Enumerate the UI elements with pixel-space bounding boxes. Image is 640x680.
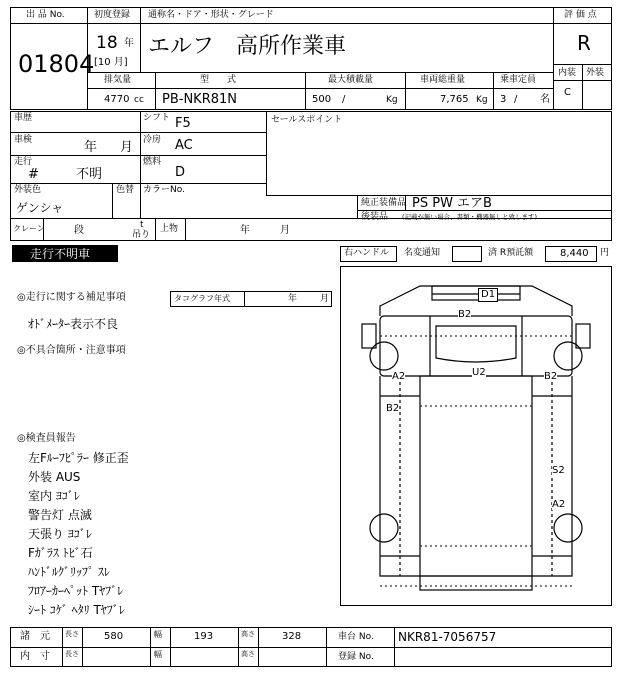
displacement-unit: cc xyxy=(134,95,144,105)
tacho-month: 月 xyxy=(320,294,330,304)
chassis-value: NKR81-7056757 xyxy=(398,630,497,644)
inspector-item: 外装 AUS xyxy=(28,470,81,484)
displacement-value: 4770 xyxy=(104,94,130,105)
inspection-month: 月 xyxy=(120,140,134,155)
capacity-unit: 名 xyxy=(540,94,550,105)
damage-mark: D1 xyxy=(478,288,498,302)
recycle-unit: 円 xyxy=(600,248,610,258)
supplement-title: ◎走行に関する補足事項 xyxy=(17,292,126,303)
car-name-label: 通称名・ドア・形状・グレード xyxy=(148,10,274,20)
first-reg-label: 初度登録 xyxy=(94,10,131,20)
reg-year-value: 18 xyxy=(96,33,118,53)
exterior-label: 外装 xyxy=(586,68,605,78)
max-load-slash: / xyxy=(342,94,346,105)
height-label: 高さ xyxy=(241,630,255,638)
chassis-label: 車台 No. xyxy=(338,632,374,642)
interior-label: 内装 xyxy=(558,68,577,78)
model-label: 型 式 xyxy=(200,75,237,85)
inner-width-label: 幅 xyxy=(154,650,162,659)
shift-label: シフト xyxy=(143,113,171,123)
inspector-item: 天張り ﾖｺﾞﾚ xyxy=(28,527,92,541)
mileage-banner-text: 走行不明車 xyxy=(30,247,91,261)
inspector-item: ﾊﾝﾄﾞﾙｸﾞﾘｯﾌﾟ ｽﾚ xyxy=(28,565,110,579)
aftermarket-note: (記載が無い場合、書類・機器無しと致します) xyxy=(402,213,538,221)
color-code-label: 色替 xyxy=(116,185,135,195)
crane-stage: 段 xyxy=(74,225,84,236)
name-change-label: 名変通知 xyxy=(404,248,441,258)
inspector-item: ｼｰﾄ ｺｹﾞ ﾍﾀﾘ Tﾔﾌﾞﾚ xyxy=(28,603,125,617)
width-value: 193 xyxy=(194,631,214,642)
inspection-year: 年 xyxy=(84,140,98,155)
aircon-value: AC xyxy=(175,138,193,153)
interior-value: C xyxy=(564,87,571,98)
length-label: 長さ xyxy=(65,630,79,638)
gross-weight-unit: Kg xyxy=(476,95,488,105)
shift-value: F5 xyxy=(175,116,191,131)
equipment-label: 純正装備品 xyxy=(361,198,407,208)
color-no-label: カラーNo. xyxy=(143,185,185,195)
fuel-label: 燃料 xyxy=(143,157,162,167)
name-change-box xyxy=(452,246,482,262)
recycle-value: 8,440 xyxy=(560,248,589,259)
equipment-value: PS PW エアB xyxy=(412,196,492,211)
recycle-label: 済 R預託額 xyxy=(488,248,534,258)
dims-label: 諸 元 xyxy=(20,631,50,642)
max-load-value: 500 xyxy=(312,94,332,105)
crane-label: クレーン xyxy=(13,224,45,233)
mileage-value: 不明 xyxy=(76,167,103,182)
supplement-text: ｵﾄﾞﾒｰﾀｰ表示不良 xyxy=(28,317,119,331)
gross-weight-value: 7,765 xyxy=(440,94,469,105)
max-load-label: 最大積載量 xyxy=(328,75,374,85)
ext-color-value: ゲンシャ xyxy=(16,201,64,215)
aircon-label: 冷房 xyxy=(143,135,162,145)
lot-label: 出 品 No. xyxy=(26,10,65,20)
max-load-unit: Kg xyxy=(386,95,398,105)
capacity-slash: / xyxy=(514,94,518,105)
inspector-item: 左Fﾙｰﾌﾋﾟﾗｰ 修正歪 xyxy=(28,451,129,465)
tacho-label: タコグラフ年式 xyxy=(174,294,230,303)
mileage-label: 走行 xyxy=(14,157,33,167)
displacement-label: 排気量 xyxy=(104,75,132,85)
truck-diagram xyxy=(340,266,612,606)
selling-points-label: セールスポイント xyxy=(271,115,343,125)
upper-year: 年 xyxy=(240,225,250,236)
inspector-item: 警告灯 点滅 xyxy=(28,508,92,522)
model-code: PB-NKR81N xyxy=(162,92,237,107)
inspection-label: 車検 xyxy=(14,135,33,145)
inner-label: 内 寸 xyxy=(20,651,50,662)
inner-height-label: 高さ xyxy=(241,650,255,658)
inspector-item: 室内 ﾖｺﾞﾚ xyxy=(28,489,80,503)
capacity-value: 3 xyxy=(500,94,507,105)
inner-length-label: 長さ xyxy=(65,650,79,658)
tacho-year: 年 xyxy=(288,294,298,304)
reg-label: 登録 No. xyxy=(338,652,374,662)
grade-label: 評 価 点 xyxy=(564,10,597,20)
fuel-value: D xyxy=(175,165,186,180)
upper-month: 月 xyxy=(280,225,290,236)
aftermarket-label: 後装品 xyxy=(361,212,389,222)
defects-title: ◎不具合箇所・注意事項 xyxy=(17,345,126,356)
reg-year-unit: 年 xyxy=(124,38,134,49)
inspector-title: ◎検査員報告 xyxy=(17,433,76,444)
length-value: 580 xyxy=(104,631,124,642)
mileage-hash: # xyxy=(28,167,39,182)
damage-mark: S2 xyxy=(552,465,565,476)
inspector-item: Fｶﾞﾗｽ ﾄﾋﾞ石 xyxy=(28,546,93,560)
crane-lift: 吊り xyxy=(132,230,151,240)
handle-label: 右ハンドル xyxy=(344,248,390,258)
capacity-label: 乗車定員 xyxy=(500,75,537,85)
reg-month-value: [10 月] xyxy=(94,57,128,68)
upper-label: 上物 xyxy=(160,224,179,234)
damage-mark: U2 xyxy=(472,367,486,378)
ext-color-label: 外装色 xyxy=(14,185,42,195)
inspector-item: ﾌﾛｱｰｶｰﾍﾟｯﾄ Tﾔﾌﾞﾚ xyxy=(28,584,124,598)
gross-weight-label: 車両総重量 xyxy=(420,75,466,85)
crane-ton: t xyxy=(140,220,144,230)
grade-value: R xyxy=(577,31,591,55)
damage-mark: A2 xyxy=(392,371,406,382)
damage-mark: A2 xyxy=(552,499,566,510)
damage-mark: B2 xyxy=(386,403,400,414)
lot-number: 01804 xyxy=(18,50,95,78)
damage-mark: B2 xyxy=(458,309,472,320)
width-label: 幅 xyxy=(154,630,162,639)
damage-mark: B2 xyxy=(544,371,558,382)
height-value: 328 xyxy=(282,631,302,642)
car-name: エルフ 高所作業車 xyxy=(148,34,347,59)
history-label: 車歴 xyxy=(14,113,33,123)
